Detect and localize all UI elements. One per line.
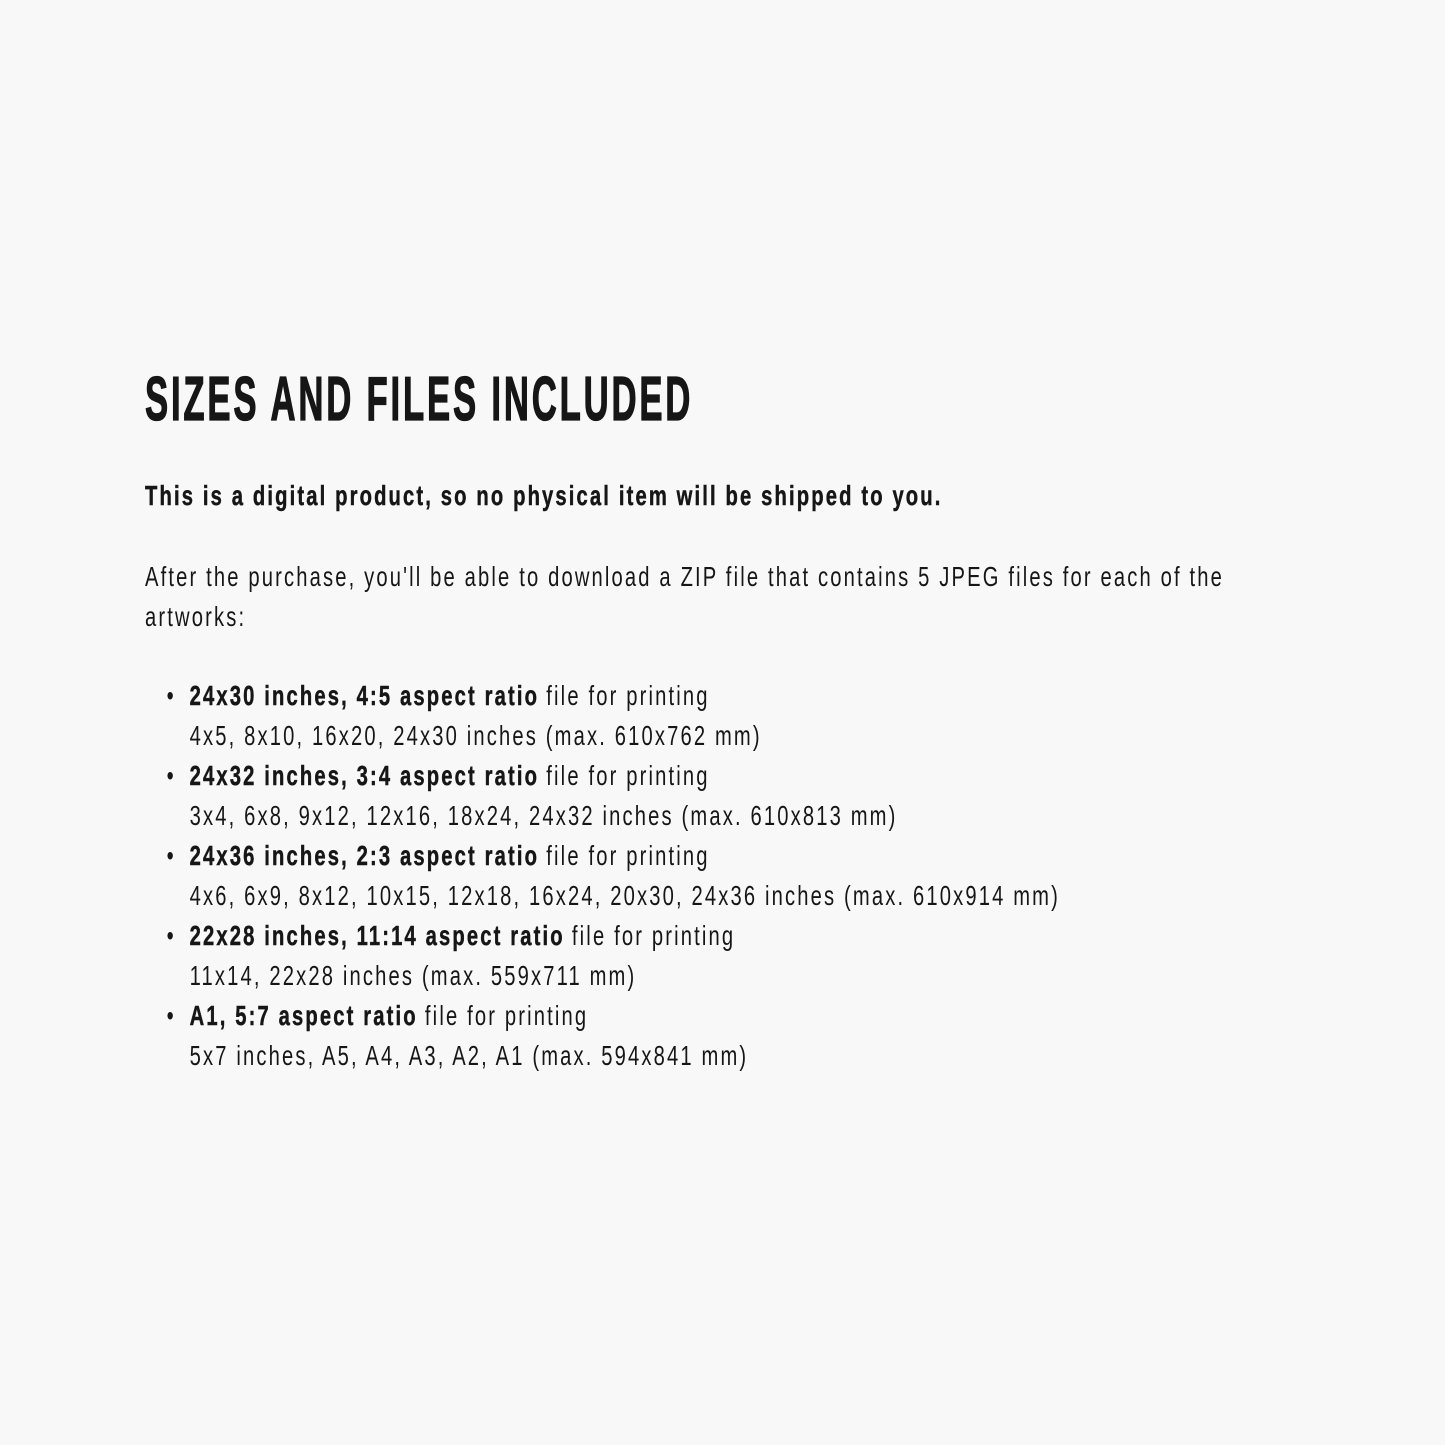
list-item (145, 756, 1311, 836)
content-area (145, 365, 1305, 1076)
item-suffix: file for printing (546, 680, 710, 711)
bullet-icon: • (166, 920, 176, 951)
item-detail: 5x7 inches, A5, A4, A3, A2, A1 (max. 594x841 mm) (189, 1040, 749, 1071)
item-detail: 11x14, 22x28 inches (max. 559x711 mm) (189, 960, 637, 991)
list-item (145, 996, 1311, 1076)
item-title: 24x30 inches, 4:5 aspect ratio (189, 680, 540, 711)
page-title: SIZES AND FILES INCLUDED (145, 365, 694, 434)
bullet-icon: • (166, 840, 176, 871)
item-suffix: file for printing (546, 840, 710, 871)
item-detail: 3x4, 6x8, 9x12, 12x16, 18x24, 24x32 inches (max. 610x813 mm) (189, 800, 898, 831)
item-suffix: file for printing (571, 920, 736, 951)
bullet-icon: • (166, 680, 176, 711)
item-title: 24x32 inches, 3:4 aspect ratio (189, 760, 540, 791)
item-title-line (190, 996, 1312, 1036)
list-item (145, 676, 1311, 756)
item-title: 24x36 inches, 2:3 aspect ratio (189, 840, 540, 871)
item-detail: 4x6, 6x9, 8x12, 10x15, 12x18, 16x24, 20x30, 24x36 inches (max. 610x914 mm) (189, 880, 1060, 911)
intro-bold-text: This is a digital product, so no physical item will be shipped to you. (145, 480, 943, 511)
sizes-list (145, 676, 1311, 1076)
item-title-line (190, 756, 1312, 796)
item-suffix: file for printing (424, 1000, 589, 1031)
item-title-line (190, 836, 1312, 876)
list-item (145, 916, 1311, 996)
item-suffix: file for printing (546, 760, 710, 791)
bullet-icon: • (166, 1000, 176, 1031)
item-title-line (190, 676, 1312, 716)
list-item (145, 836, 1311, 916)
bullet-icon: • (166, 760, 176, 791)
item-title-line (190, 916, 1312, 956)
intro-text: After the purchase, you'll be able to download a ZIP file that contains 5 JPEG files for each of the artworks: (145, 561, 1225, 632)
item-title: 22x28 inches, 11:14 aspect ratio (189, 920, 565, 951)
item-detail: 4x5, 8x10, 16x20, 24x30 inches (max. 610x762 mm) (189, 720, 762, 751)
item-title: A1, 5:7 aspect ratio (189, 1000, 418, 1031)
